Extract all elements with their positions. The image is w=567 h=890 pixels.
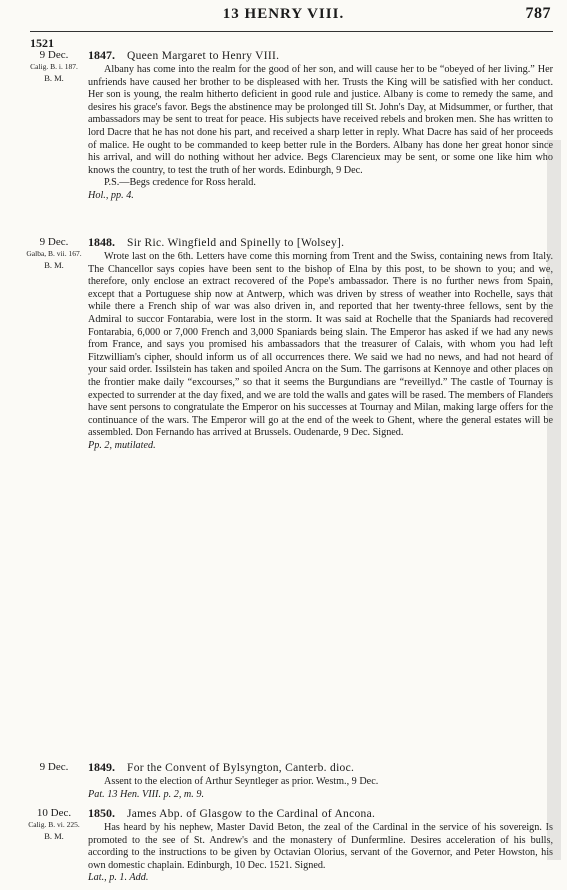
entry-heading (88, 760, 553, 776)
entry-number: 1850. (88, 806, 115, 820)
entry-postscript: P.S.—Begs credence for Ross herald. (104, 177, 256, 189)
repository: B. M. (44, 260, 64, 270)
entry-text: Wrote last on the 6th. Letters have come this morning from Trent and the Swiss, containing news from Italy. The Chancellor says copies have been sent to the bishop of Elna by this post, to be shown to you; and we, therefore, only enclose an extract recovered of the Pope's ambassador. There is no further news from Spain, except that a Portuguese ship now at Antwerp, which was driven by stress of weather into Rochelle, says that while there a French ship of war was also driven in, and reported that her twenty-three fellows, sent by the Admiral to succor Fontarabia, were lost in the storm. It was said at Rochelle that the Spaniards had recovered Fontarabia, 6,000 or 7,000 French and 3,000 Spaniards being slain. The Emperor has asked if we had any news from France, and says you promised his ambassadors that the treasurer of Calais, with whom you had left Fitzwilliam's cipher, should inform us of all occurrences there. We said we had no news, and had not heard of your said order. Issilstein has taken and spoiled Ancra on the Sum. The garrisons at Kennoye and other places on the frontier make daily “excourses,” so that it seems the Burgundians are “reveillyd.” The castle of Tournay is expected to surrender at the day fixed, and we are told the walls and gates will be rased. The members of Flanders have sent persons to congratulate the Emperor on his successes at Tournay and Milan, making large offers for the continuance of the wars. The Emperor will go at the end of the week to Ghent, where the general estates will be assembled. Don Fernando has arrived at Brussels. Oudenarde, 9 Dec. Signed. (88, 251, 553, 439)
entry-note: Lat., p. 1. Add. (88, 872, 149, 884)
entry-date: 10 Dec. (36, 807, 72, 819)
entry-title: For the Convent of Bylsyngton, Canterb. dioc. (127, 762, 355, 774)
entry-number: 1849. (88, 760, 115, 774)
entry-body (88, 760, 553, 801)
entry-title: Sir Ric. Wingfield and Spinelly to [Wolsey]. (127, 237, 345, 249)
manuscript-reference: Calig. B. vi. 225. (28, 820, 80, 829)
repository: B. M. (44, 831, 64, 841)
entry-title: James Abp. of Glasgow to the Cardinal of Ancona. (127, 808, 376, 820)
page-number: 787 (525, 5, 551, 22)
entry-body (88, 235, 553, 453)
entry-title: Queen Margaret to Henry VIII. (127, 50, 280, 62)
entry-number: 1848. (88, 235, 115, 249)
year-label: 1521 (30, 36, 54, 50)
entry-margin (24, 235, 84, 271)
header-rule (30, 31, 553, 32)
manuscript-reference: Calig. B. i. 187. (30, 62, 78, 71)
entry-text: Albany has come into the realm for the good of her son, and will cause her to be “obeyed of her living.” Her unfriends have caused her brother to be displeased with her. Trusts the King will be satisfied with her conduct. Her son is young, the realm hitherto deficient in good rule and justice. Albany is come to remedy the same, and desires his grace's favor. Begs the abstinence may be prolonged till St. John's Day, at Midsummer, or further, that ambassadors may be sent to treat for peace. His subjects have received rebels and broken men. She has written to lord Dacre that he has not done his part, and received a sharp letter in reply. What Dacre has said of her proceeds of malice. He ought to be commanded to keep better rule in the Borders. Albany has done her great honor since his arrival, and will do nothing without her advice. Begs Clarencieux may be sent, or some one like him who knows the country, to test the truth of her words. Edinburgh, 9 Dec. (88, 64, 553, 176)
entry-date: 9 Dec. (39, 236, 69, 248)
entry-text: Has heard by his nephew, Master David Beton, the zeal of the Cardinal in the service of his sovereign. Is promoted to the see of St. Andrew's and the monastery of Dunfermline. Desires acceleration of his bulls, according to the instructions to be given by Octavian Olorius, servant of the Governor, and Peter Howston, his own domestic chaplain. Edinburgh, 10 Dec. 1521. Signed. (88, 822, 553, 871)
entry-note: Pp. 2, mutilated. (88, 439, 156, 451)
entry-note: Hol., pp. 4. (88, 189, 134, 201)
manuscript-reference: Galba, B. vii. 167. (26, 249, 82, 258)
entry-margin (24, 760, 84, 774)
entry-body (88, 48, 553, 203)
entry-heading (88, 235, 553, 251)
entry-heading (88, 48, 553, 64)
entry-date: 9 Dec. (39, 49, 69, 61)
entry-number: 1847. (88, 48, 115, 62)
page-title: 13 HENRY VIII. (222, 6, 345, 22)
entry-heading (88, 806, 553, 822)
entry-date: 9 Dec. (39, 761, 69, 773)
watermark-band (545, 140, 563, 860)
repository: B. M. (44, 73, 64, 83)
entry-body (88, 806, 553, 885)
entry-note: Pat. 13 Hen. VIII. p. 2, m. 9. (88, 788, 205, 800)
entry-margin (24, 806, 84, 842)
entry-margin (24, 48, 84, 84)
entry-text: Assent to the election of Arthur Seyntleger as prior. Westm., 9 Dec. (104, 776, 379, 787)
